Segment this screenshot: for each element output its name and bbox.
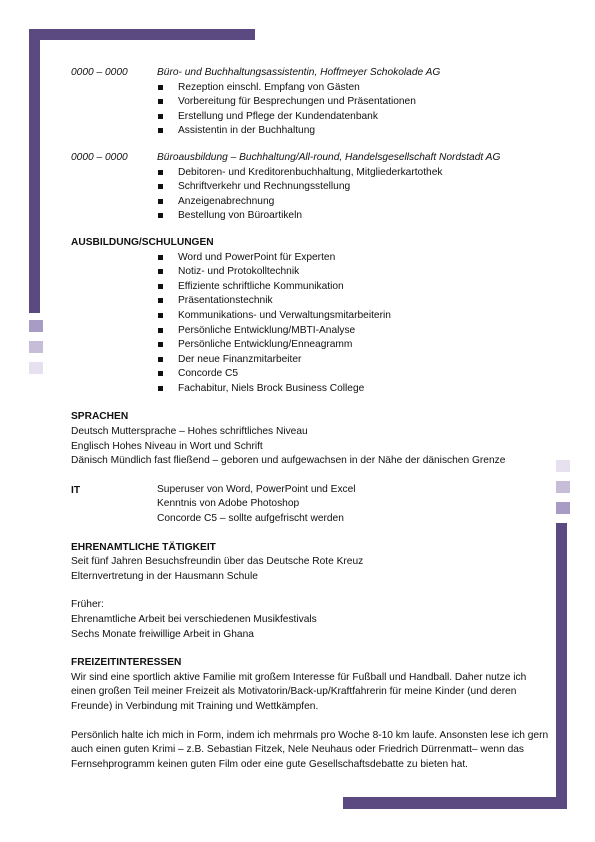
decor-square-right-3 [556, 502, 570, 514]
language-line: Englisch Hohes Niveau in Wort und Schrift [71, 440, 263, 452]
volunteer-line: Ehrenamtliche Arbeit bei verschiedenen Musikfestivals [71, 614, 317, 625]
job-duties-list [157, 81, 551, 139]
bullet-icon [158, 255, 163, 260]
job-entry [71, 151, 551, 224]
job-date: 0000 – 0000 [71, 151, 128, 163]
list-item: Notiz- und Protokolltechnik [157, 265, 551, 280]
list-item: Debitoren- und Kreditorenbuchhaltung, Mitgliederkartothek [157, 166, 551, 181]
section-heading-volunteer: EHRENAMTLICHE TÄTIGKEIT [71, 541, 216, 553]
list-item: Fachabitur, Niels Brock Business College [157, 382, 551, 397]
bullet-icon [158, 184, 163, 189]
list-item: Erstellung und Pflege der Kundendatenbank [157, 110, 551, 125]
list-item: Präsentationstechnik [157, 294, 551, 309]
language-line: Deutsch Muttersprache – Hohes schriftliches Niveau [71, 426, 308, 438]
bullet-icon [158, 213, 163, 218]
section-heading-languages: SPRACHEN [71, 411, 129, 423]
bullet-icon [158, 85, 163, 90]
list-item: Rezeption einschl. Empfang von Gästen [157, 81, 551, 96]
job-title: Büro- und Buchhaltungsassistentin, Hoffmeyer Schokolade AG [157, 67, 441, 78]
list-item: Vorbereitung für Besprechungen und Präsentationen [157, 95, 551, 110]
list-item: Assistentin in der Buchhaltung [157, 124, 551, 139]
it-section [71, 483, 551, 527]
job-title: Büroausbildung – Buchhaltung/All-round, Handelsgesellschaft Nordstadt AG [157, 151, 501, 163]
bullet-icon [158, 199, 163, 204]
cv-content [71, 66, 551, 772]
bullet-icon [158, 170, 163, 175]
bullet-icon [158, 99, 163, 104]
job-duties-list [157, 166, 551, 224]
volunteer-earlier-label: Früher: [71, 599, 104, 611]
job-entry [71, 66, 551, 139]
section-heading-it: IT [71, 484, 81, 496]
it-line: Concorde C5 – sollte aufgefrischt werden [157, 513, 344, 525]
decor-square-left-2 [29, 341, 43, 353]
decor-square-right-1 [556, 460, 570, 472]
frame-top-bar [29, 29, 255, 40]
education-list [71, 251, 551, 397]
volunteer-line: Elternvertretung in der Hausmann Schule [71, 570, 258, 582]
hobbies-paragraph: Persönlich halte ich mich in Form, indem ich mehrmals pro Woche 8-10 km laufe. Ansonsten lese ich gern auch einen guten Krimi – z.B. Sebastian Fitzek, Nele Neuhaus oder Friedrich Dürrenmatt– wenn das Fernsehprogramm keinen guten Film oder eine gute Gesellschaftsdebatte zu bieten hat. [71, 729, 549, 770]
frame-right-bar [556, 523, 567, 809]
bullet-icon [158, 269, 163, 274]
bullet-icon [158, 114, 163, 119]
list-item: Persönliche Entwicklung/Enneagramm [157, 338, 551, 353]
decor-square-right-2 [556, 481, 570, 493]
it-line: Kenntnis von Adobe Photoshop [157, 498, 300, 510]
bullet-icon [158, 328, 163, 333]
list-item: Anzeigenabrechnung [157, 195, 551, 210]
volunteer-line: Seit fünf Jahren Besuchsfreundin über das Deutsche Rote Kreuz [71, 556, 364, 568]
bullet-icon [158, 386, 163, 391]
list-item: Concorde C5 [157, 367, 551, 382]
it-line: Superuser von Word, PowerPoint und Excel [157, 483, 356, 495]
bullet-icon [158, 342, 163, 347]
list-item: Bestellung von Büroartikeln [157, 209, 551, 224]
section-heading-education: AUSBILDUNG/SCHULUNGEN [71, 236, 214, 248]
list-item: Der neue Finanzmitarbeiter [157, 353, 551, 368]
list-item: Schriftverkehr und Rechnungsstellung [157, 180, 551, 195]
list-item: Effiziente schriftliche Kommunikation [157, 280, 551, 295]
language-line: Dänisch Mündlich fast fließend – geboren und aufgewachsen in der Nähe der dänischen Grenze [71, 455, 506, 467]
bullet-icon [158, 313, 163, 318]
section-heading-hobbies: FREIZEITINTERESSEN [71, 657, 182, 669]
bullet-icon [158, 357, 163, 362]
decor-square-left-1 [29, 320, 43, 332]
job-date: 0000 – 0000 [71, 67, 128, 78]
decor-square-left-3 [29, 362, 43, 374]
frame-bottom-bar [343, 797, 567, 809]
frame-left-bar [29, 29, 40, 313]
hobbies-paragraph: Wir sind eine sportlich aktive Familie mit großem Interesse für Fußball und Handball. Daher nutze ich einen großen Teil meiner Freizeit als Motivatorin/Back-up/Kraftfahrerin für meine Kinder (und deren Freunde) in Verbindung mit Training und Wettkämpfen. [71, 671, 527, 712]
bullet-icon [158, 371, 163, 376]
list-item: Kommunikations- und Verwaltungsmitarbeiterin [157, 309, 551, 324]
volunteer-line: Sechs Monate freiwillige Arbeit in Ghana [71, 628, 254, 640]
bullet-icon [158, 284, 163, 289]
bullet-icon [158, 298, 163, 303]
list-item: Word und PowerPoint für Experten [157, 251, 551, 266]
bullet-icon [158, 128, 163, 133]
list-item: Persönliche Entwicklung/MBTI-Analyse [157, 324, 551, 339]
